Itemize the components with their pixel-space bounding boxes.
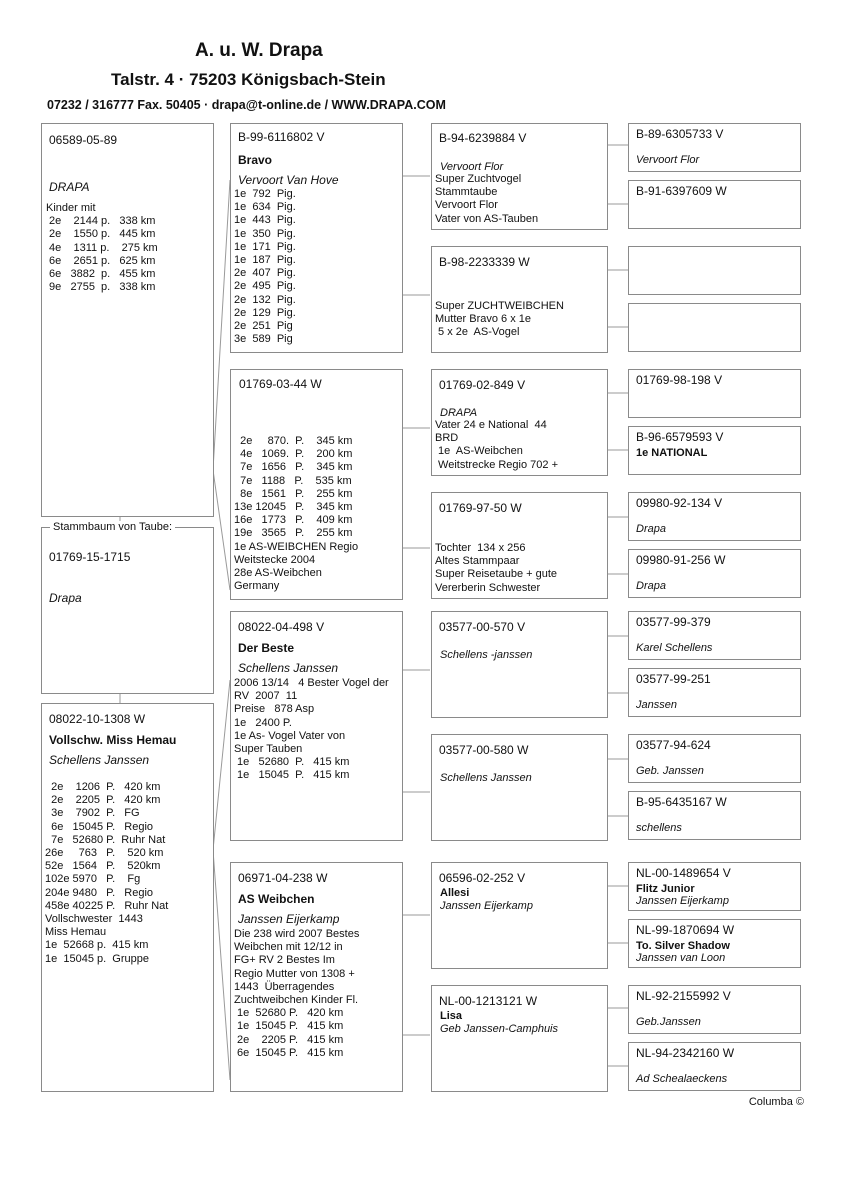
subject-card	[41, 527, 214, 694]
great-grandparent-card	[628, 791, 801, 840]
pigeon-name: Vollschw. Miss Hemau	[49, 733, 177, 747]
ring-number: B-99-6116802 V	[238, 130, 325, 144]
performance-info: Super Zuchtvogel Stammtaube Vervoort Flor Vater von AS-Tauben	[435, 173, 539, 225]
ssd-card	[431, 246, 608, 353]
great-grandparent-card	[628, 862, 801, 911]
ring-number: NL-92-2155992 V	[636, 989, 731, 1003]
ring-number: 08022-04-498 V	[238, 620, 325, 634]
pigeon-name: To. Silver Shadow	[636, 940, 730, 952]
great-grandparent-card	[628, 611, 801, 660]
breeder: Vervoort Flor	[440, 161, 504, 173]
ring-number: B-89-6305733 V	[636, 127, 724, 141]
ring-number: 01769-98-198 V	[636, 373, 723, 387]
ring-number: B-95-6435167 W	[636, 795, 727, 809]
dds-card	[431, 862, 608, 969]
pigeon-name: Bravo	[238, 153, 273, 167]
dss-card	[431, 611, 608, 718]
sire-sire-card	[230, 123, 403, 353]
great-grandparent-card	[628, 246, 801, 295]
dam-dam-card	[230, 862, 403, 1092]
breeder: Drapa	[636, 580, 666, 592]
ring-number: 08022-10-1308 W	[49, 712, 146, 726]
pigeon-name: 1e NATIONAL	[636, 447, 708, 459]
ring-number: NL-94-2342160 W	[636, 1046, 735, 1060]
ring-number: 06589-05-89	[49, 133, 118, 147]
great-grandparent-card	[628, 492, 801, 541]
ring-number: 03577-99-251	[636, 672, 711, 686]
connector-line	[213, 180, 230, 590]
great-grandparent-card	[628, 985, 801, 1034]
performance-info: 2006 13/14 4 Bester Vogel der RV 2007 11 Preise 878 Asp 1e 2400 P. 1e As- Vogel Vater von Super Tauben 1e 52680 P. 415 km 1e 15045 P. 415 km	[234, 677, 389, 782]
breeder: Geb Janssen-Camphuis	[440, 1023, 559, 1035]
pigeon-name: Lisa	[440, 1010, 463, 1022]
breeder: Janssen Eijerkamp	[440, 900, 533, 912]
great-grandparent-card	[628, 426, 801, 475]
breeder-contact: 07232 / 316777 Fax. 50405 · drapa@t-online.de / WWW.DRAPA.COM	[47, 98, 446, 112]
breeder-address: Talstr. 4 · 75203 Königsbach-Stein	[111, 70, 386, 89]
ring-number: NL-00-1489654 V	[636, 866, 731, 880]
performance-info: Kinder mit 2e 2144 p. 338 km 2e 1550 p. 445 km 4e 1311 p. 275 km 6e 2651 p. 625 km 6e 3882 p. 455 km 9e 2755 p. 338 km	[46, 202, 158, 294]
ring-number: 01769-03-44 W	[239, 377, 322, 391]
breeder: Ad Schealaeckens	[636, 1073, 728, 1085]
breeder: Janssen	[636, 699, 677, 711]
pedigree-legend: Stammbaum von Taube:	[50, 521, 175, 533]
breeder: Schellens Janssen	[49, 753, 150, 767]
ring-number: NL-00-1213121 W	[439, 994, 538, 1008]
performance-info: Die 238 wird 2007 Bestes Weibchen mit 12/12 in FG+ RV 2 Bestes Im Regio Mutter von 1308 + 1443 Überragendes Zuchtweibchen Kinder Fl. 1e 52680 P. 420 km 1e 15045 P. 415 km 2e 2205 P. 415 km 6e 15045 P. 415 km	[234, 928, 360, 1059]
ring-number: 03577-94-624	[636, 738, 711, 752]
ring-number: 01769-02-849 V	[439, 378, 526, 392]
ring-number: B-94-6239884 V	[439, 131, 527, 145]
ring-number: 06596-02-252 V	[439, 871, 526, 885]
ring-number: B-91-6397609 W	[636, 184, 727, 198]
pigeon-name: AS Weibchen	[238, 892, 315, 906]
breeder: Schellens -janssen	[440, 649, 533, 661]
ring-number: 01769-15-1715	[49, 550, 131, 564]
ring-number: 03577-00-570 V	[439, 620, 526, 634]
great-grandparent-card	[628, 123, 801, 172]
ring-number: B-96-6579593 V	[636, 430, 724, 444]
ring-number: 01769-97-50 W	[439, 501, 522, 515]
sds-card	[431, 369, 608, 476]
pigeon-name: Flitz Junior	[636, 883, 695, 895]
breeder: Geb.Janssen	[636, 1016, 701, 1028]
dsd-card	[431, 734, 608, 841]
breeder: Janssen Eijerkamp	[636, 895, 729, 907]
ring-number: 09980-91-256 W	[636, 553, 726, 567]
performance-info: 1e 792 Pig. 1e 634 Pig. 1e 443 Pig. 1e 350 Pig. 1e 171 Pig. 1e 187 Pig. 2e 407 Pig. 2e 495 Pig. 2e 132 Pig. 2e 129 Pig. 2e 251 Pig 3e 589 Pig	[234, 188, 296, 346]
breeder: Vervoort Van Hove	[238, 173, 339, 187]
great-grandparent-card	[628, 668, 801, 717]
breeder: Geb. Janssen	[636, 765, 704, 777]
great-grandparent-card	[628, 1042, 801, 1091]
breeder: Schellens Janssen	[440, 772, 532, 784]
sdd-card	[431, 492, 608, 599]
connector-line	[213, 680, 230, 1080]
breeder: Drapa	[636, 523, 666, 535]
sss-card	[431, 123, 608, 230]
dam-sire-card	[230, 611, 403, 841]
breeder: Schellens Janssen	[238, 661, 339, 675]
great-grandparent-card	[628, 180, 801, 229]
breeder: Janssen Eijerkamp	[238, 912, 340, 926]
breeder-name: A. u. W. Drapa	[195, 40, 323, 61]
software-credit: Columba ©	[748, 1096, 804, 1108]
breeder: Karel Schellens	[636, 642, 713, 654]
breeder: Janssen van Loon	[636, 952, 726, 964]
breeder: DRAPA	[49, 180, 90, 194]
sire-card	[41, 123, 214, 517]
pigeon-name: Der Beste	[238, 641, 295, 655]
great-grandparent-card	[628, 734, 801, 783]
breeder: Drapa	[49, 591, 82, 605]
pigeon-name: Allesi	[440, 887, 470, 899]
breeder: DRAPA	[440, 407, 478, 419]
ring-number: 09980-92-134 V	[636, 496, 723, 510]
ring-number: B-98-2233339 W	[439, 255, 530, 269]
performance-info: 2e 870. P. 345 km 4e 1069. P. 200 km 7e 1656 P. 345 km 7e 1188 P. 535 km 8e 1561 P. 255 km 13e 12045 P. 345 km 16e 1773 P. 409 km 19e 3565 P. 255 km 1e AS-WEIBCHEN Regio Weitstecke 2004 28e AS-Weibchen Germany	[234, 435, 359, 593]
performance-info: 2e 1206 P. 420 km 2e 2205 P. 420 km 3e 7902 P. FG 6e 15045 P. Regio 7e 52680 P. Ruhr Nat 26e 763 P. 520 km 52e 1564 P. 520km 102e 5970 P. Fg 204e 9480 P. Regio 458e 40225 P. Ruhr Nat Vollschwester 1443 Miss Hemau 1e 52668 p. 415 km 1e 15045 p. Gruppe	[45, 781, 169, 965]
sire-dam-card	[230, 369, 403, 600]
breeder: schellens	[636, 822, 682, 834]
great-grandparent-card	[628, 549, 801, 598]
ring-number: 03577-00-580 W	[439, 743, 529, 757]
breeder: Vervoort Flor	[636, 154, 700, 166]
dam-card	[41, 703, 214, 1092]
performance-info: Tochter 134 x 256 Altes Stammpaar Super Reisetaube + gute Vererberin Schwester	[435, 542, 558, 594]
performance-info: Vater 24 e National 44 BRD 1e AS-Weibchen Weitstrecke Regio 702 +	[435, 419, 558, 471]
great-grandparent-card	[628, 303, 801, 352]
ddd-card	[431, 985, 608, 1092]
great-grandparent-card	[628, 369, 801, 418]
great-grandparent-card	[628, 919, 801, 968]
performance-info: Super ZUCHTWEIBCHEN Mutter Bravo 6 x 1e 5 x 2e AS-Vogel	[435, 300, 564, 339]
ring-number: 06971-04-238 W	[238, 871, 328, 885]
ring-number: 03577-99-379	[636, 615, 711, 629]
ring-number: NL-99-1870694 W	[636, 923, 735, 937]
